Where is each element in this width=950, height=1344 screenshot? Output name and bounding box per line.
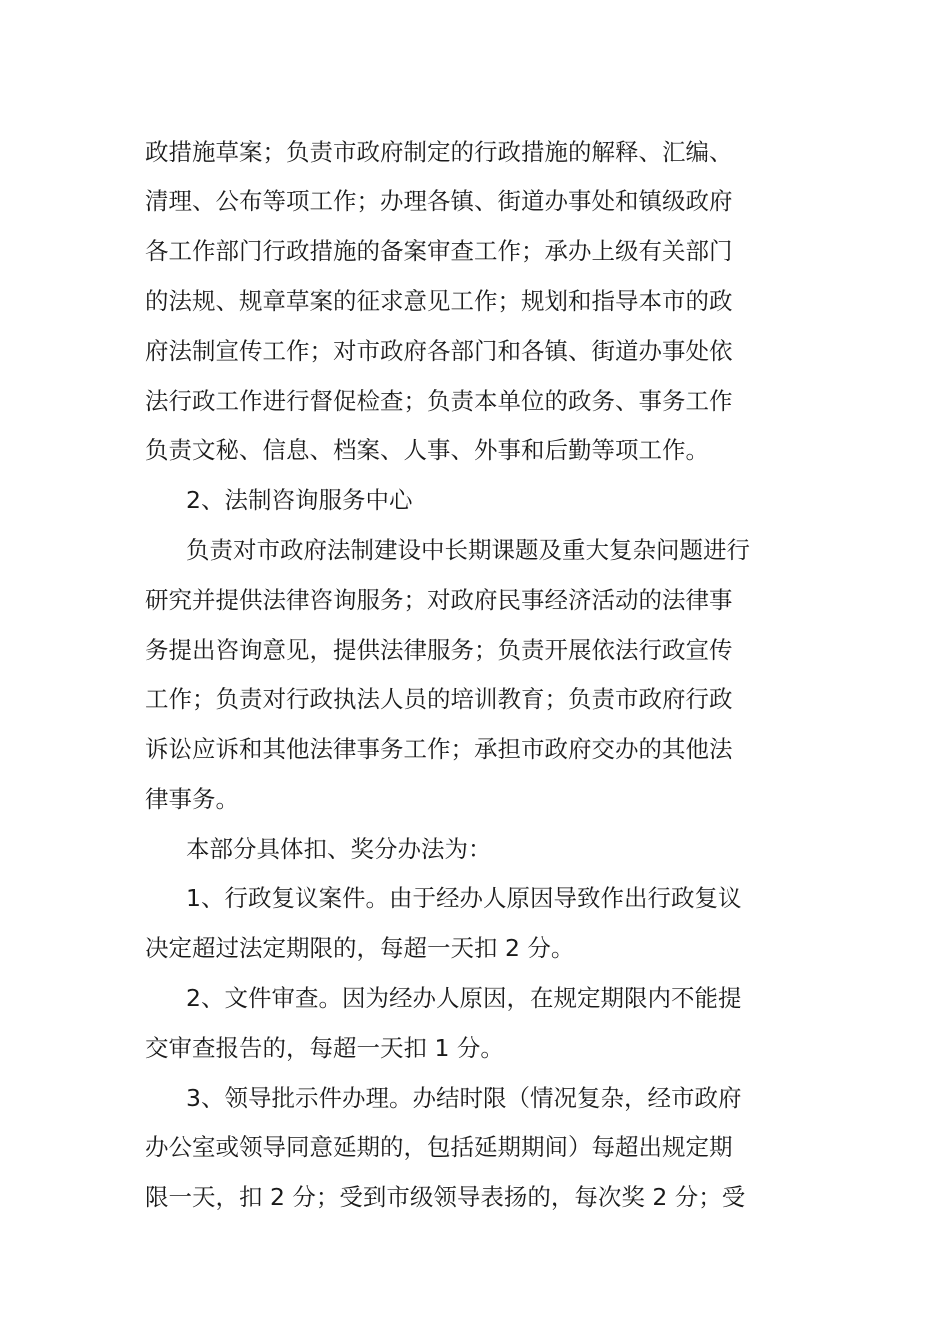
section-heading: 2、法制咨询服务中心 <box>186 486 413 514</box>
text-line-2: 清理、公布等项工作；办理各镇、街道办事处和镇级政府 <box>145 187 733 215</box>
list-item-1: 1、行政复议案件。由于经办人原因导致作出行政复议 <box>186 884 742 912</box>
text-line-17: 决定超过法定期限的，每超一天扣 2 分。 <box>145 934 575 962</box>
text-line-9: 负责对市政府法制建设中长期课题及重大复杂问题进行 <box>186 536 750 564</box>
text-line-7: 负责文秘、信息、档案、人事、外事和后勤等项工作。 <box>145 436 709 464</box>
text-line-10: 研究并提供法律咨询服务；对政府民事经济活动的法律事 <box>145 586 733 614</box>
text-line-3: 各工作部门行政措施的备案审查工作；承办上级有关部门 <box>145 237 733 265</box>
text-line-19: 交审查报告的，每超一天扣 1 分。 <box>145 1034 504 1062</box>
text-line-4: 的法规、规章草案的征求意见工作；规划和指导本市的政 <box>145 287 733 315</box>
text-line-12: 工作；负责对行政执法人员的培训教育；负责市政府行政 <box>145 685 733 713</box>
text-line-13: 诉讼应诉和其他法律事务工作；承担市政府交办的其他法 <box>145 735 733 763</box>
text-line-21: 办公室或领导同意延期的，包括延期期间）每超出规定期 <box>145 1133 733 1161</box>
text-line-15: 本部分具体扣、奖分办法为： <box>186 835 492 863</box>
text-line-22: 限一天，扣 2 分；受到市级领导表扬的，每次奖 2 分；受 <box>145 1183 746 1211</box>
text-line-6: 法行政工作进行督促检查；负责本单位的政务、事务工作 <box>145 387 733 415</box>
list-item-3: 3、领导批示件办理。办结时限（情况复杂，经市政府 <box>186 1084 742 1112</box>
text-line-5: 府法制宣传工作；对市政府各部门和各镇、街道办事处依 <box>145 337 733 365</box>
text-line-14: 律事务。 <box>145 785 239 813</box>
text-line-1: 政措施草案；负责市政府制定的行政措施的解释、汇编、 <box>145 138 733 166</box>
text-line-11: 务提出咨询意见，提供法律服务；负责开展依法行政宣传 <box>145 636 733 664</box>
list-item-2: 2、文件审查。因为经办人原因，在规定期限内不能提 <box>186 984 742 1012</box>
